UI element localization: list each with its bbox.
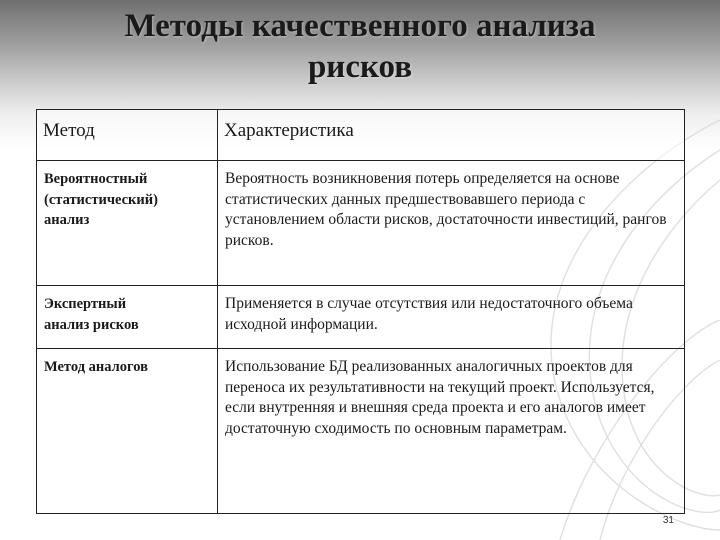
method-description: Вероятность возникновения потерь определяется на основе статистических данных предшествовавшего периода с установлением области рисков, достаточности инвестиций, рангов рисков. xyxy=(225,170,667,249)
header-method-cell xyxy=(37,110,218,161)
header-characteristic-cell xyxy=(218,110,685,161)
method-line: (статистический) xyxy=(44,191,158,208)
description-cell xyxy=(218,286,685,349)
method-description: Применяется в случае отсутствия или недостаточного объема исходной информации. xyxy=(225,295,633,333)
page-number: 31 xyxy=(662,515,674,526)
method-name xyxy=(37,349,217,378)
method-line: анализ xyxy=(44,212,90,228)
table-header-row xyxy=(37,110,685,161)
title-line-2: рисков xyxy=(307,49,413,85)
method-line: Экспертный xyxy=(44,296,127,312)
method-description: Использование БД реализованных аналогичных проектов для переноса их результативности на текущий проект. Используется, если внутренняя и внешняя среда проекта и его аналогов имеет достаточную сходимость по основным параметрам. xyxy=(225,358,655,437)
method-cell xyxy=(37,161,218,286)
method-line: анализ рисков xyxy=(44,316,139,333)
method-cell xyxy=(37,286,218,349)
description-cell xyxy=(218,349,685,514)
method-name xyxy=(37,286,217,335)
table-row xyxy=(37,349,685,514)
method-name xyxy=(37,161,217,231)
method-line: Вероятностный xyxy=(44,171,148,187)
description-cell xyxy=(218,161,685,286)
table-row xyxy=(37,161,685,286)
method-line: Метод аналогов xyxy=(44,359,148,375)
header-method: Метод xyxy=(43,120,95,141)
methods-table xyxy=(36,109,685,514)
slide-title xyxy=(0,6,720,88)
method-cell xyxy=(37,349,218,514)
header-characteristic: Характеристика xyxy=(224,120,354,141)
title-line-1: Методы качественного анализа xyxy=(124,8,596,44)
table-row xyxy=(37,286,685,349)
